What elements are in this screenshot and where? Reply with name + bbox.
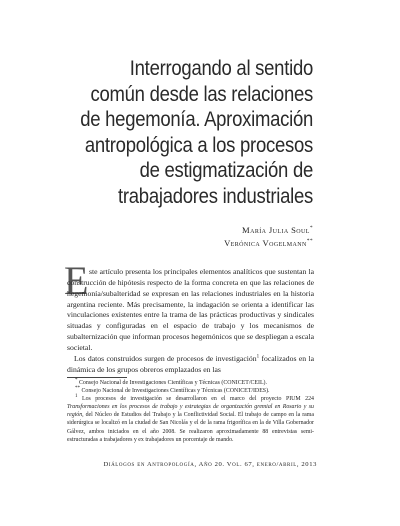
title-line: antropológica a los procesos (84, 132, 313, 157)
footnote-mark: * (75, 378, 78, 384)
title-line: de estigmatización de (139, 158, 313, 183)
paragraph-1: ste artículo presenta los principales elementos analíticos que sustentan la construcción de hipótesis respecto de la forma concreta en que las relaciones de hegemonía/subalteridad se expresan en las relaciones industriales en la historia argentina reciente. Más precisamente, la indagación se orienta a identificar las vinculaciones existentes entre la trama de las prácticas productivas y sindicales situadas y configuradas en el espacio de trabajo y los mecanismos de subalternización que informan procesos hegemónicos que se despliegan a escala societal. (67, 267, 314, 352)
title-line: común desde las relaciones (90, 81, 313, 106)
footnote-text: Consejo Nacional de Investigaciones Científicas y Técnicas (CONICET/CEIL). (78, 380, 267, 386)
footnote-ref: 1 (256, 354, 260, 360)
paragraph-2 (67, 354, 314, 376)
author-name: Verónica Vogelmann (224, 237, 307, 248)
author-mark: ** (306, 237, 313, 244)
footnote-mark: ** (75, 386, 80, 392)
footnote-3 (67, 395, 314, 444)
author-list (224, 224, 313, 249)
title-line: trabajadores industriales (117, 183, 314, 208)
footnotes (67, 379, 314, 444)
footnote-text: , del Núcleo de Estudios del Trabajo y la Conflictividad Social. El trabajo de campo en la rama siderúrgica se localizó en la ciudad de San Nicolás y el de la rama frigorífica en la de Villa Gobernador Gálvez, ambos iniciados en el año 2008. Se realizaron aproximadamente 88 entrevistas semi-estructuradas a trabajadores y ex trabajadores un porcentaje de mando. (67, 412, 314, 443)
footnote-2 (67, 387, 314, 395)
footnote-mark: 1 (75, 394, 78, 400)
article-title (55, 56, 313, 210)
footnote-1 (67, 379, 314, 387)
drop-cap: E (64, 258, 89, 303)
title-line: Interrogando al sentido (129, 56, 313, 80)
author-1 (224, 224, 313, 237)
title-line: de hegemonía. Aproximación (80, 107, 314, 132)
project-title: Transformaciones en los procesos de trabajo y estrategias de organización gremial en Rosario y su región (67, 404, 314, 419)
author-2 (224, 237, 313, 250)
author-name: María Julia Soul (242, 225, 310, 235)
footnote-text: Los procesos de investigación se desarrollaron en el marco del proyecto PIUM 224 (81, 396, 314, 403)
paragraph-2-start: Los datos construidos surgen de procesos de investigación (74, 353, 257, 363)
footnote-text: Consejo Nacional de Investigaciones Científicas y Técnicas (CONICET/IDES). (81, 388, 270, 395)
article-body (67, 267, 314, 375)
journal-footer: Diálogos en Antropología, Año 20. Vol. 67, enero/abril, 2013 (103, 461, 317, 468)
author-mark: * (309, 225, 313, 232)
paragraph-2-rest: focalizados en la dinámica de los grupos obreros emplazados en las (67, 353, 315, 374)
